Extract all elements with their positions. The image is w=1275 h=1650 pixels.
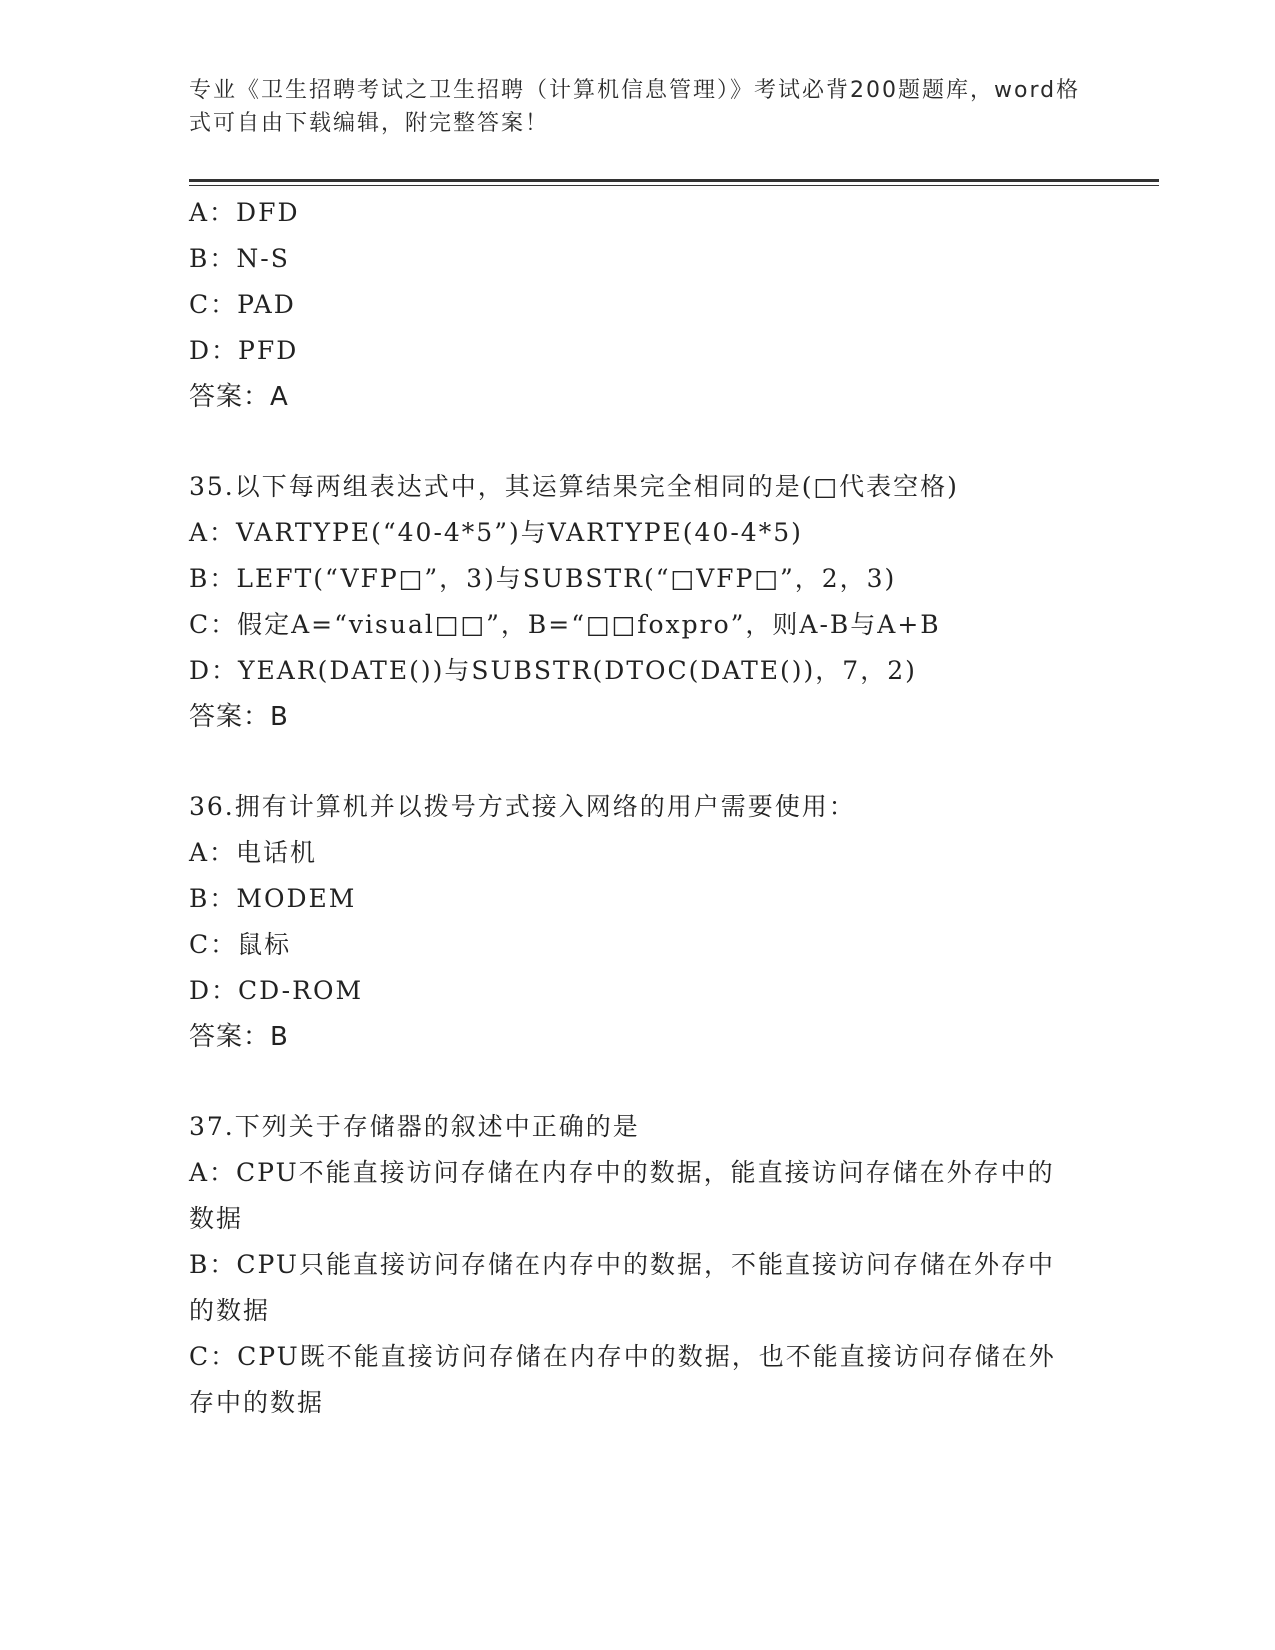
option-d: D：CD-ROM (189, 976, 364, 1005)
option-a: A：电话机 (189, 838, 318, 867)
question-stem: 37.下列关于存储器的叙述中正确的是 (189, 1112, 640, 1141)
option-c: C：假定A=“visual□□”，B=“□□foxpro”，则A-B与A+B (189, 610, 941, 639)
question-block (189, 1104, 1089, 1426)
answer-label: 答案：A (189, 382, 289, 412)
option-a: A：VARTYPE(“40-4*5”)与VARTYPE(40-4*5) (189, 518, 803, 547)
option-b: B：LEFT(“VFP□”，3)与SUBSTR(“□VFP□”，2，3) (189, 564, 897, 593)
option-c: C：鼠标 (189, 930, 292, 959)
answer-label: 答案：B (189, 702, 289, 732)
option-b: B：CPU只能直接访问存储在内存中的数据，不能直接访问存储在外存中的数据 (189, 1250, 1055, 1325)
question-block (189, 464, 1089, 740)
question-stem: 36.拥有计算机并以拨号方式接入网络的用户需要使用： (189, 792, 856, 821)
option-c: C：CPU既不能直接访问存储在内存中的数据，也不能直接访问存储在外存中的数据 (189, 1342, 1056, 1417)
question-gap (189, 740, 1089, 784)
option-c: C：PAD (189, 290, 296, 319)
answer-label: 答案：B (189, 1022, 289, 1052)
question-gap (189, 1060, 1089, 1104)
option-b: B：N-S (189, 244, 290, 273)
document-header: 专业《卫生招聘考试之卫生招聘（计算机信息管理）》考试必背200题题库，word格式可自由下载编辑，附完整答案！ (189, 78, 1081, 136)
question-block (189, 784, 1089, 1060)
question-list (189, 190, 1089, 1426)
header-rule-thick (189, 179, 1159, 182)
option-a: A：DFD (189, 198, 300, 227)
option-d: D：PFD (189, 336, 299, 365)
option-b: B：MODEM (189, 884, 357, 913)
header-rule-thin (189, 185, 1159, 186)
question-gap (189, 420, 1089, 464)
option-a: A：CPU不能直接访问存储在内存中的数据，能直接访问存储在外存中的数据 (189, 1158, 1055, 1233)
question-stem: 35.以下每两组表达式中，其运算结果完全相同的是(□代表空格) (189, 472, 959, 501)
question-block (189, 190, 1089, 420)
option-d: D：YEAR(DATE())与SUBSTR(DTOC(DATE())，7，2) (189, 656, 917, 685)
